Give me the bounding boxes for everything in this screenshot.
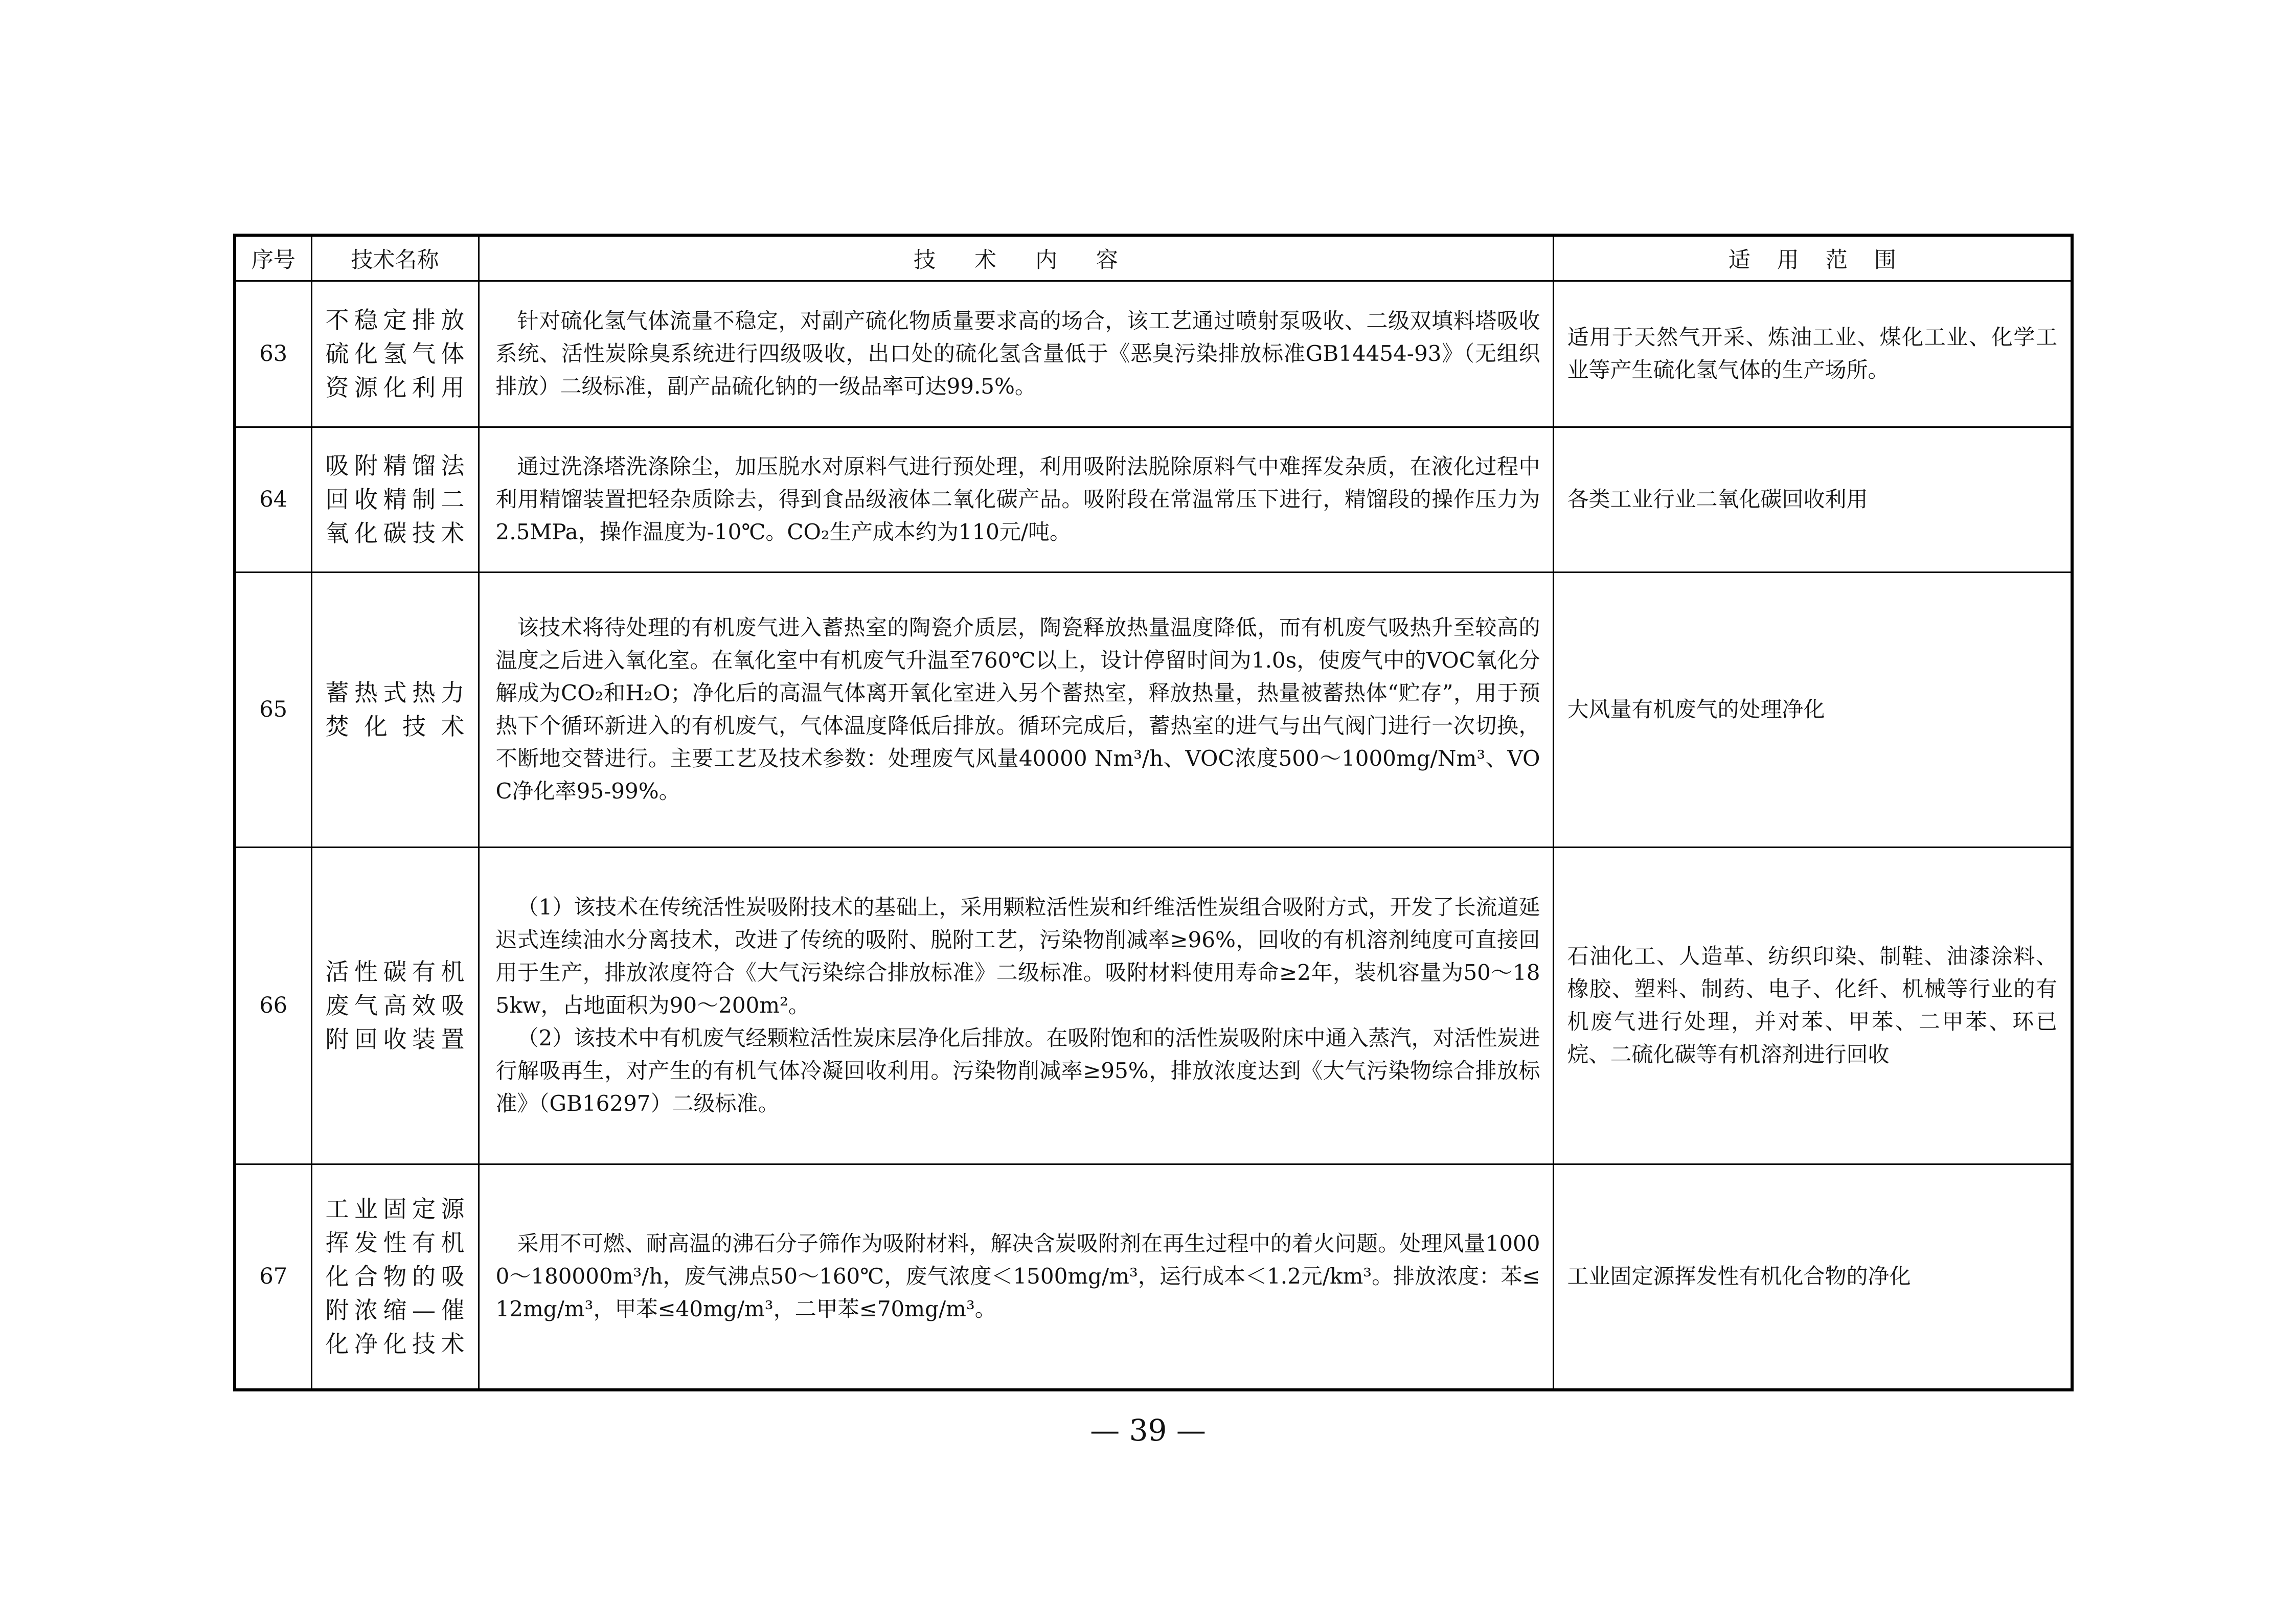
row-scope: 工业固定源挥发性有机化合物的净化 [1553, 1164, 2072, 1390]
row-index: 64 [235, 427, 311, 572]
row-index: 63 [235, 281, 311, 427]
row-tech-content [479, 572, 1553, 847]
row-tech-content [479, 847, 1553, 1164]
row-index: 65 [235, 572, 311, 847]
row-tech-name: 工业固定源挥发性有机化合物的吸附浓缩—催化净化技术 [311, 1164, 479, 1390]
row-index: 66 [235, 847, 311, 1164]
row-tech-content [479, 427, 1553, 572]
content-paragraph: 针对硫化氢气体流量不稳定，对副产硫化物质量要求高的场合，该工艺通过喷射泵吸收、二级双填料塔吸收系统、活性炭除臭系统进行四级吸收，出口处的硫化氢含量低于《恶臭污染排放标准GB14454-93》（无组织排放）二级标准，副产品硫化钠的一级品率可达99.5%。 [495, 308, 1540, 399]
header-index: 序号 [235, 235, 311, 281]
row-scope: 石油化工、人造革、纺织印染、制鞋、油漆涂料、橡胶、塑料、制药、电子、化纤、机械等行业的有机废气进行处理，并对苯、甲苯、二甲苯、环已烷、二硫化碳等有机溶剂进行回收 [1553, 847, 2072, 1164]
row-scope: 各类工业行业二氧化碳回收利用 [1553, 427, 2072, 572]
row-tech-name: 吸附精馏法回收精制二氧化碳技术 [311, 427, 479, 572]
row-scope: 大风量有机废气的处理净化 [1553, 572, 2072, 847]
table-row [235, 572, 2072, 847]
content-paragraph: （2）该技术中有机废气经颗粒活性炭床层净化后排放。在吸附饱和的活性炭吸附床中通入蒸汽，对活性炭进行解吸再生，对产生的有机气体冷凝回收利用。污染物削减率≥95%，排放浓度达到《大气污染物综合排放标准》（GB16297）二级标准。 [495, 1025, 1540, 1116]
row-index: 67 [235, 1164, 311, 1390]
table-row [235, 281, 2072, 427]
header-name: 技术名称 [311, 235, 479, 281]
row-tech-content [479, 281, 1553, 427]
table-header [235, 235, 2072, 281]
header-scope: 适用范围 [1553, 235, 2072, 281]
row-scope: 适用于天然气开采、炼油工业、煤化工业、化学工业等产生硫化氢气体的生产场所。 [1553, 281, 2072, 427]
page-number: — 39 — [1090, 1413, 1206, 1448]
row-tech-name: 蓄热式热力焚化技术 [311, 572, 479, 847]
content-paragraph: 该技术将待处理的有机废气进入蓄热室的陶瓷介质层，陶瓷释放热量温度降低，而有机废气吸热升至较高的温度之后进入氧化室。在氧化室中有机废气升温至760℃以上，设计停留时间为1.0s，使废气中的VOC氧化分解成为CO₂和H₂O；净化后的高温气体离开氧化室进入另个蓄热室，释放热量，热量被蓄热体“贮存”，用于预热下个循环新进入的有机废气，气体温度降低后排放。循环完成后，蓄热室的进气与出气阀门进行一次切换，不断地交替进行。主要工艺及技术参数：处理废气风量40000 Nm³/h、VOC浓度500～1000mg/Nm³、VOC净化率95-99%。 [495, 615, 1540, 804]
table-row [235, 427, 2072, 572]
row-tech-name: 活性碳有机废气高效吸附回收装置 [311, 847, 479, 1164]
header-row [235, 235, 2072, 281]
row-tech-content [479, 1164, 1553, 1390]
content-paragraph: （1）该技术在传统活性炭吸附技术的基础上，采用颗粒活性炭和纤维活性炭组合吸附方式，开发了长流道延迟式连续油水分离技术，改进了传统的吸附、脱附工艺，污染物削减率≥96%，回收的有机溶剂纯度可直接回用于生产，排放浓度符合《大气污染综合排放标准》二级标准。吸附材料使用寿命≥2年，装机容量为50～185kw，占地面积为90～200m²。 [495, 895, 1540, 1018]
table-row [235, 1164, 2072, 1390]
table-row [235, 847, 2072, 1164]
technology-table [233, 234, 2074, 1391]
row-tech-name: 不稳定排放硫化氢气体资源化利用 [311, 281, 479, 427]
header-content: 技术内容 [479, 235, 1553, 281]
table-body [235, 281, 2072, 1390]
content-paragraph: 通过洗涤塔洗涤除尘，加压脱水对原料气进行预处理，利用吸附法脱除原料气中难挥发杂质，在液化过程中利用精馏装置把轻杂质除去，得到食品级液体二氧化碳产品。吸附段在常温常压下进行，精馏段的操作压力为2.5MPa，操作温度为-10℃。CO₂生产成本约为110元/吨。 [495, 454, 1540, 544]
content-paragraph: 采用不可燃、耐高温的沸石分子筛作为吸附材料，解决含炭吸附剂在再生过程中的着火问题。处理风量10000～180000m³/h，废气沸点50～160℃，废气浓度＜1500mg/m³，运行成本＜1.2元/km³。排放浓度：苯≤12mg/m³，甲苯≤40mg/m³，二甲苯≤70mg/m³。 [495, 1231, 1540, 1322]
